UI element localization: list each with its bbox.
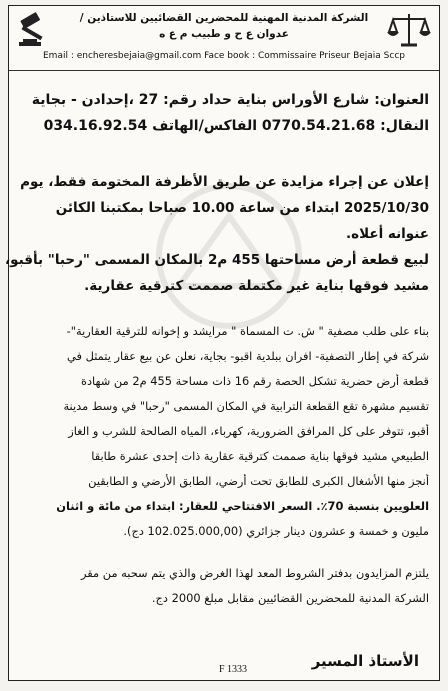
body-line: تقسيم مشهرة تقع القطعة الترابية في المكان المسمى "رحبا" في وسط مدينة — [63, 399, 429, 413]
body-line: أنجز منها الأشغال الكبرى للطابق تحت أرضي، الطابق الأرضي و الطابقين — [88, 474, 429, 488]
company-name: الشركة المدنية المهنية للمحضرين القضائيين للاستاذين / — [79, 12, 369, 24]
body-line: أقبو، تتوفر على كل المرافق الضرورية، كهرباء، المياه الصالحة للشرب و الغاز — [68, 424, 429, 438]
office-address: العنوان: شارع الأوراس بناية حداد رقم: 27 ،إحدادن - بجاية — [31, 92, 429, 108]
signature-title: الأستاذ المسير — [311, 652, 419, 670]
body-line: مليون و خمسة و عشرون دينار جزائري (102.025.000,00 دج). — [123, 524, 429, 538]
body-line: شركة في إطار التصفية- افران ببلدية اقبو- بجاية، نعلن عن بيع عقار يتمثل في — [67, 349, 429, 363]
body-line: يلتزم المزايدون بدفتر الشروط المعد لهذا الغرض والذي يتم سحبه من مقر — [81, 566, 429, 580]
gavel-icon — [15, 10, 63, 50]
legal-notice-page — [5, 5, 440, 681]
body-line: الشركة المدنية للمحضرين القضائيين مقابل مبلغ 2000 دج. — [151, 591, 429, 605]
contact-email-facebook: Email : encheresbejaia@gmail.com Face book : Commissaire Priseur Bejaia Sccp — [42, 51, 405, 61]
announcement-line: مشيد فوقها بناية غير مكتملة صممت كترقية عقارية. — [84, 278, 429, 294]
opening-price-line: العلويين بنسبة 70٪. السعر الافتتاحي للعقار: ابتداء من مائة و اثنان — [56, 499, 429, 513]
body-line: بناء على طلب مصفية " ش. ت المسماة " مرايشد و إخوانه للترقية العقارية"- — [66, 324, 429, 338]
partners-names: عدوان ع ح و طبيب م ع ه — [159, 28, 289, 40]
scales-of-justice-icon — [385, 10, 433, 50]
letterhead — [9, 6, 439, 71]
announcement-line: 2025/10/30 ابتداء من ساعة 10.00 صباحا بمكتبنا الكائن — [55, 200, 429, 216]
body-line: قطعة أرض حضرية تشكل الحصة رقم 16 ذات مساحة 455 م2 من شهادة — [80, 374, 429, 388]
reference-number: F 1333 — [219, 664, 248, 675]
announcement-line: إعلان عن إجراء مزايدة عن طريق الأظرفة المختومة فقط، يوم — [20, 174, 429, 190]
announcement-line: لبيع قطعة أرض مساحتها 455 م2 بالمكان المسمى "رحبا" بأقبو، — [5, 252, 429, 268]
office-phones: النقال: 0770.54.21.68 الفاكس/الهاتف 034.16.92.54 — [43, 118, 429, 134]
announcement-line: عنوانه أعلاه. — [346, 226, 429, 242]
body-line: الطبيعي مشيد فوقها بناية صممت كترقية عقارية ذات إحدى عشرة طابقا — [91, 449, 429, 463]
